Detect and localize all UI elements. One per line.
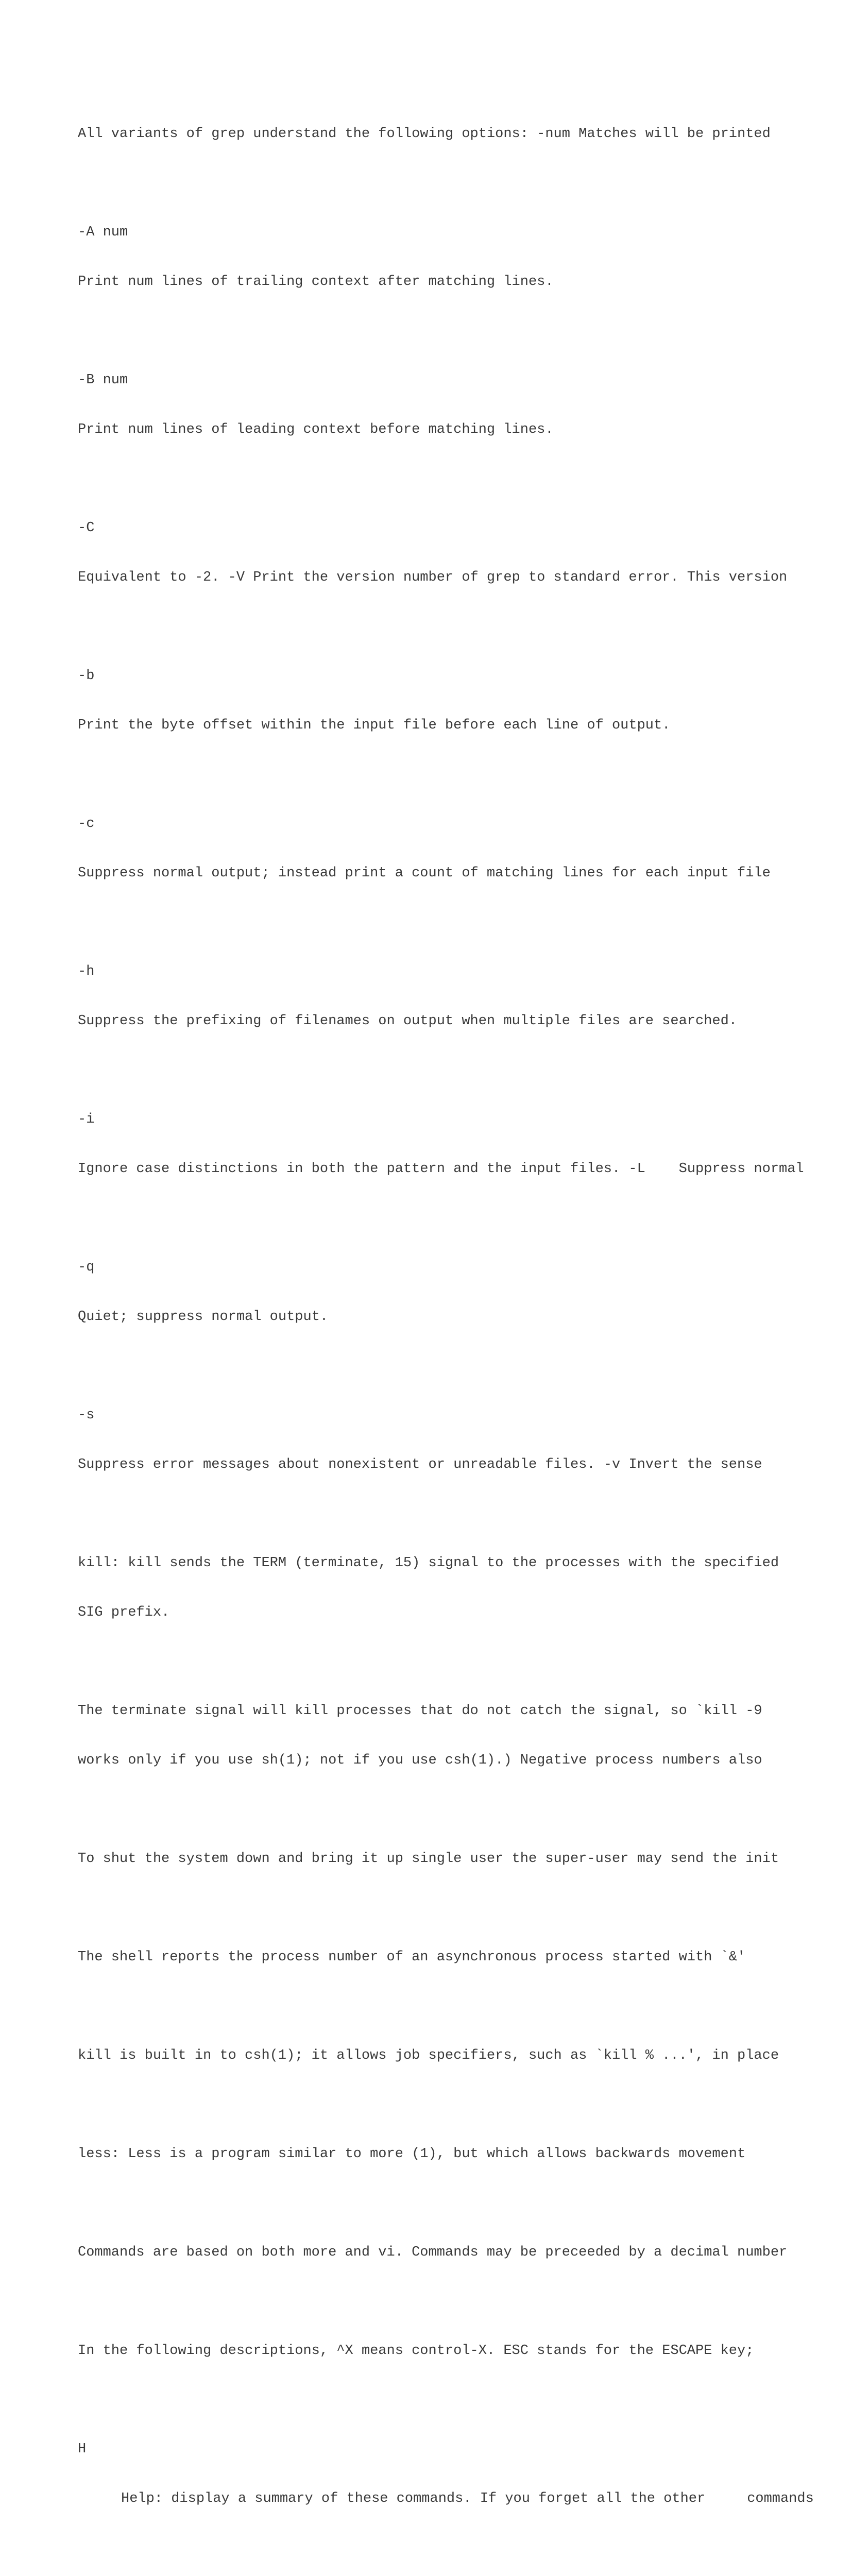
option-s-entry bbox=[78, 1374, 776, 1506]
option-i-entry bbox=[78, 1078, 804, 1210]
option-term: -C bbox=[78, 520, 95, 536]
text-line: kill is built in to csh(1); it allows job specifiers, such as `kill % ...', in place bbox=[78, 2048, 779, 2063]
kill-paragraph bbox=[78, 1522, 779, 1654]
option-c-entry bbox=[78, 783, 776, 914]
option-A-entry bbox=[78, 191, 776, 323]
text-line: kill: kill sends the TERM (terminate, 15) signal to the processes with the specified bbox=[78, 1555, 779, 1571]
option-h-entry bbox=[78, 930, 776, 1062]
option-term: -B num bbox=[78, 372, 128, 388]
option-term: -i bbox=[78, 1112, 95, 1127]
shutdown-paragraph bbox=[78, 1818, 779, 1900]
command-description: Help: display a summary of these commands. If you forget all the other commands bbox=[121, 2491, 814, 2506]
option-C-entry bbox=[78, 487, 788, 619]
option-description: Print num lines of trailing context after matching lines. bbox=[78, 274, 554, 290]
option-term: -b bbox=[78, 668, 95, 684]
grep-intro-paragraph bbox=[78, 93, 776, 175]
option-q-entry bbox=[78, 1226, 776, 1358]
terminate-signal-paragraph bbox=[78, 1670, 776, 1802]
command-H-entry bbox=[78, 2408, 814, 2540]
option-term: -q bbox=[78, 1260, 95, 1275]
text-line: All variants of grep understand the following options: -num Matches will be printed bbox=[78, 126, 771, 142]
option-description: Suppress the prefixing of filenames on output when multiple files are searched. bbox=[78, 1013, 738, 1029]
option-term: -A num bbox=[78, 225, 128, 240]
option-description: Print num lines of leading context before matching lines. bbox=[78, 422, 554, 437]
text-line: SIG prefix. bbox=[78, 1605, 170, 1620]
text-line: In the following descriptions, ^X means control-X. ESC stands for the ESCAPE key; bbox=[78, 2343, 754, 2359]
option-B-entry bbox=[78, 339, 776, 471]
document-page bbox=[78, 93, 814, 2576]
option-term: -s bbox=[78, 1408, 95, 1423]
text-line: Commands are based on both more and vi. Commands may be preceeded by a decimal number bbox=[78, 2245, 788, 2260]
option-description: Equivalent to -2. -V Print the version number of grep to standard error. This version bbox=[78, 570, 788, 585]
option-description: Suppress error messages about nonexistent or unreadable files. -v Invert the sense bbox=[78, 1457, 762, 1472]
option-description: Suppress normal output; instead print a count of matching lines for each input file bbox=[78, 866, 771, 881]
less-intro-paragraph bbox=[78, 2113, 776, 2195]
option-term: -c bbox=[78, 816, 95, 832]
descriptions-paragraph bbox=[78, 2310, 776, 2392]
option-term: -h bbox=[78, 964, 95, 979]
option-b-entry bbox=[78, 635, 776, 767]
text-line: The terminate signal will kill processes that do not catch the signal, so `kill -9 bbox=[78, 1703, 762, 1719]
option-description: Print the byte offset within the input file before each line of output. bbox=[78, 718, 671, 733]
option-description: Ignore case distinctions in both the pattern and the input files. -L Suppress normal bbox=[78, 1161, 804, 1177]
text-line: To shut the system down and bring it up single user the super-user may send the init bbox=[78, 1851, 779, 1867]
command-space-entry bbox=[78, 2556, 776, 2576]
kill-builtin-paragraph bbox=[78, 2014, 779, 2097]
commands-paragraph bbox=[78, 2211, 788, 2294]
command-term: H bbox=[78, 2442, 87, 2457]
shell-reports-paragraph bbox=[78, 1916, 776, 1998]
text-line: less: Less is a program similar to more (1), but which allows backwards movement bbox=[78, 2146, 746, 2162]
option-description: Quiet; suppress normal output. bbox=[78, 1309, 329, 1325]
text-line: The shell reports the process number of an asynchronous process started with `&' bbox=[78, 1950, 746, 1965]
text-line: works only if you use sh(1); not if you use csh(1).) Negative process numbers also bbox=[78, 1753, 762, 1768]
